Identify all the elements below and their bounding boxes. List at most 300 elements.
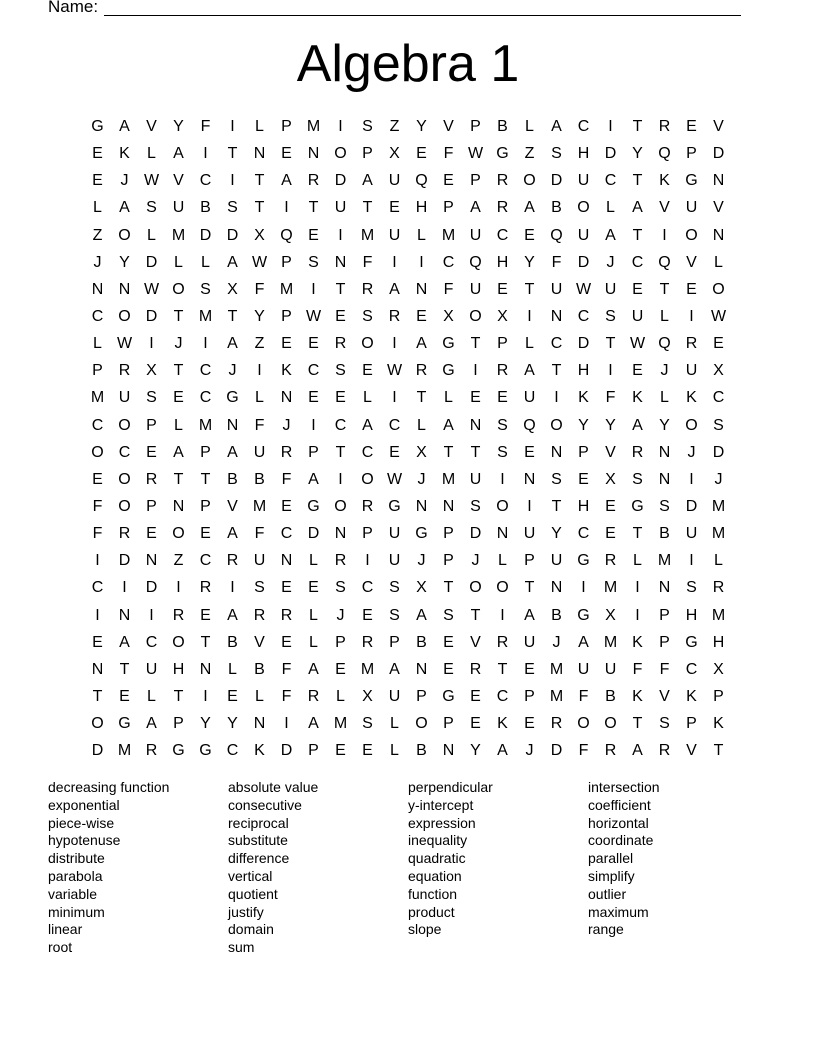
grid-letter[interactable]: C	[577, 307, 590, 325]
grid-letter[interactable]: C	[91, 579, 104, 597]
grid-letter[interactable]: N	[658, 470, 671, 488]
grid-letter[interactable]: A	[308, 470, 319, 488]
grid-letter[interactable]: E	[92, 470, 103, 488]
grid-letter[interactable]: W	[251, 253, 268, 271]
grid-letter[interactable]: D	[685, 497, 698, 515]
grid-letter[interactable]: I	[581, 579, 586, 597]
grid-letter[interactable]: P	[443, 199, 454, 217]
grid-letter[interactable]: C	[361, 443, 374, 461]
grid-letter[interactable]: C	[91, 416, 104, 434]
grid-letter[interactable]: E	[686, 280, 697, 298]
grid-letter[interactable]: R	[172, 606, 185, 624]
grid-letter[interactable]: L	[309, 633, 318, 651]
grid-letter[interactable]: A	[173, 443, 184, 461]
grid-letter[interactable]: J	[552, 633, 561, 651]
grid-letter[interactable]: E	[173, 389, 184, 407]
grid-letter[interactable]: I	[365, 552, 370, 570]
grid-letter[interactable]: J	[336, 606, 345, 624]
grid-letter[interactable]: K	[632, 633, 643, 651]
grid-letter[interactable]: J	[417, 470, 426, 488]
grid-letter[interactable]: P	[200, 497, 211, 515]
grid-letter[interactable]: E	[524, 660, 535, 678]
grid-letter[interactable]: T	[632, 118, 643, 135]
grid-letter[interactable]: G	[442, 335, 455, 353]
grid-letter[interactable]: S	[605, 307, 616, 325]
grid-letter[interactable]: R	[145, 742, 158, 760]
grid-letter[interactable]: L	[390, 715, 399, 733]
grid-letter[interactable]: O	[361, 470, 374, 488]
grid-letter[interactable]: N	[253, 145, 266, 163]
grid-letter[interactable]: N	[658, 443, 671, 461]
grid-letter[interactable]: T	[416, 389, 427, 407]
grid-letter[interactable]: I	[392, 253, 397, 271]
grid-letter[interactable]: Y	[578, 416, 589, 434]
grid-letter[interactable]: V	[659, 199, 670, 217]
grid-letter[interactable]: Z	[254, 335, 265, 353]
grid-letter[interactable]: Q	[523, 416, 536, 434]
grid-letter[interactable]: T	[659, 280, 670, 298]
grid-letter[interactable]: W	[143, 172, 160, 190]
grid-letter[interactable]: K	[254, 742, 265, 760]
grid-letter[interactable]: M	[711, 525, 726, 543]
grid-letter[interactable]: N	[199, 660, 212, 678]
grid-letter[interactable]: R	[496, 362, 509, 380]
grid-letter[interactable]: B	[227, 633, 238, 651]
grid-letter[interactable]: R	[631, 443, 644, 461]
grid-letter[interactable]: A	[416, 606, 427, 624]
grid-letter[interactable]: I	[608, 118, 613, 135]
grid-letter[interactable]: W	[386, 362, 403, 380]
grid-letter[interactable]: V	[470, 633, 481, 651]
grid-letter[interactable]: I	[473, 362, 478, 380]
grid-letter[interactable]: M	[360, 226, 375, 244]
grid-letter[interactable]: T	[200, 633, 211, 651]
grid-letter[interactable]: A	[497, 742, 508, 760]
grid-letter[interactable]: M	[333, 715, 348, 733]
grid-letter[interactable]: Y	[254, 307, 265, 325]
grid-letter[interactable]: Y	[200, 715, 211, 733]
grid-letter[interactable]: A	[470, 199, 481, 217]
grid-letter[interactable]: E	[389, 199, 400, 217]
grid-letter[interactable]: O	[604, 715, 617, 733]
grid-letter[interactable]: H	[712, 633, 725, 651]
grid-letter[interactable]: M	[441, 470, 456, 488]
grid-letter[interactable]: E	[200, 525, 211, 543]
grid-letter[interactable]: Z	[389, 118, 400, 135]
grid-letter[interactable]: R	[685, 335, 698, 353]
grid-letter[interactable]: V	[443, 118, 454, 135]
grid-letter[interactable]: I	[230, 172, 235, 190]
grid-letter[interactable]: D	[307, 525, 320, 543]
grid-letter[interactable]: O	[685, 416, 698, 434]
grid-letter[interactable]: F	[254, 416, 265, 434]
grid-letter[interactable]: F	[281, 470, 292, 488]
grid-letter[interactable]: E	[470, 389, 481, 407]
grid-letter[interactable]: I	[176, 579, 181, 597]
grid-letter[interactable]: N	[523, 470, 536, 488]
grid-letter[interactable]: T	[443, 579, 454, 597]
grid-letter[interactable]: T	[227, 307, 238, 325]
grid-letter[interactable]: T	[524, 280, 535, 298]
grid-letter[interactable]: E	[308, 579, 319, 597]
grid-letter[interactable]: F	[92, 497, 103, 515]
grid-letter[interactable]: N	[658, 579, 671, 597]
grid-letter[interactable]: X	[146, 362, 157, 380]
grid-letter[interactable]: F	[200, 118, 211, 135]
grid-letter[interactable]: O	[496, 497, 509, 515]
grid-letter[interactable]: N	[172, 497, 185, 515]
grid-letter[interactable]: F	[551, 253, 562, 271]
grid-letter[interactable]: K	[578, 389, 589, 407]
grid-letter[interactable]: L	[93, 199, 102, 217]
grid-letter[interactable]: U	[388, 687, 401, 705]
grid-letter[interactable]: Z	[524, 145, 535, 163]
grid-letter[interactable]: A	[524, 199, 535, 217]
grid-letter[interactable]: T	[173, 362, 184, 380]
grid-letter[interactable]: D	[712, 443, 725, 461]
grid-letter[interactable]: E	[497, 280, 508, 298]
grid-letter[interactable]: N	[118, 606, 131, 624]
grid-letter[interactable]: L	[660, 389, 669, 407]
grid-letter[interactable]: C	[361, 579, 374, 597]
grid-letter[interactable]: A	[119, 199, 130, 217]
grid-letter[interactable]: L	[255, 118, 264, 135]
grid-letter[interactable]: I	[338, 226, 343, 244]
grid-letter[interactable]: R	[496, 199, 509, 217]
grid-letter[interactable]: U	[523, 389, 536, 407]
grid-letter[interactable]: W	[629, 335, 646, 353]
grid-letter[interactable]: S	[335, 579, 346, 597]
grid-letter[interactable]: P	[443, 525, 454, 543]
grid-letter[interactable]: T	[92, 687, 103, 705]
grid-letter[interactable]: I	[203, 687, 208, 705]
grid-letter[interactable]: E	[92, 633, 103, 651]
grid-letter[interactable]: S	[632, 470, 643, 488]
grid-letter[interactable]: Y	[605, 416, 616, 434]
grid-letter[interactable]: I	[257, 362, 262, 380]
grid-letter[interactable]: A	[308, 660, 319, 678]
grid-letter[interactable]: E	[713, 335, 724, 353]
grid-letter[interactable]: S	[713, 416, 724, 434]
grid-letter[interactable]: J	[471, 552, 480, 570]
grid-letter[interactable]: V	[686, 253, 697, 271]
grid-letter[interactable]: R	[469, 660, 482, 678]
grid-letter[interactable]: T	[173, 307, 184, 325]
grid-letter[interactable]: F	[443, 280, 454, 298]
grid-letter[interactable]: E	[443, 172, 454, 190]
grid-letter[interactable]: A	[551, 118, 562, 135]
grid-letter[interactable]: G	[388, 497, 401, 515]
grid-letter[interactable]: F	[254, 525, 265, 543]
grid-letter[interactable]: K	[281, 362, 292, 380]
grid-letter[interactable]: U	[118, 389, 131, 407]
grid-letter[interactable]: E	[524, 226, 535, 244]
grid-letter[interactable]: L	[255, 389, 264, 407]
grid-letter[interactable]: N	[469, 416, 482, 434]
grid-letter[interactable]: E	[281, 335, 292, 353]
grid-letter[interactable]: Q	[415, 172, 428, 190]
grid-letter[interactable]: D	[604, 145, 617, 163]
grid-letter[interactable]: O	[469, 579, 482, 597]
grid-letter[interactable]: T	[470, 443, 481, 461]
grid-letter[interactable]: G	[442, 687, 455, 705]
grid-letter[interactable]: C	[226, 742, 239, 760]
grid-letter[interactable]: K	[686, 389, 697, 407]
grid-letter[interactable]: I	[311, 416, 316, 434]
grid-letter[interactable]: G	[685, 633, 698, 651]
grid-letter[interactable]: O	[118, 497, 131, 515]
grid-letter[interactable]: T	[173, 687, 184, 705]
grid-letter[interactable]: D	[550, 742, 563, 760]
grid-letter[interactable]: B	[551, 606, 562, 624]
grid-letter[interactable]: A	[389, 660, 400, 678]
grid-letter[interactable]: P	[146, 497, 157, 515]
grid-letter[interactable]: L	[606, 199, 615, 217]
grid-letter[interactable]: M	[198, 307, 213, 325]
grid-letter[interactable]: K	[632, 687, 643, 705]
grid-letter[interactable]: A	[524, 606, 535, 624]
grid-letter[interactable]: S	[146, 389, 157, 407]
grid-letter[interactable]: E	[497, 389, 508, 407]
grid-letter[interactable]: U	[253, 552, 266, 570]
grid-letter[interactable]: C	[442, 253, 455, 271]
grid-letter[interactable]: C	[577, 525, 590, 543]
grid-letter[interactable]: F	[605, 389, 616, 407]
grid-letter[interactable]: C	[604, 172, 617, 190]
grid-letter[interactable]: N	[280, 389, 293, 407]
grid-letter[interactable]: N	[415, 280, 428, 298]
grid-letter[interactable]: B	[254, 470, 265, 488]
grid-letter[interactable]: I	[284, 199, 289, 217]
grid-letter[interactable]: N	[145, 552, 158, 570]
grid-letter[interactable]: P	[497, 335, 508, 353]
grid-letter[interactable]: W	[575, 280, 592, 298]
grid-letter[interactable]: V	[686, 742, 697, 760]
grid-letter[interactable]: E	[281, 145, 292, 163]
grid-letter[interactable]: H	[685, 606, 698, 624]
grid-letter[interactable]: R	[550, 715, 563, 733]
grid-letter[interactable]: M	[549, 660, 564, 678]
grid-letter[interactable]: M	[711, 497, 726, 515]
grid-letter[interactable]: O	[361, 335, 374, 353]
grid-letter[interactable]: V	[605, 443, 616, 461]
grid-letter[interactable]: O	[496, 579, 509, 597]
grid-letter[interactable]: L	[147, 145, 156, 163]
grid-letter[interactable]: M	[603, 633, 618, 651]
grid-letter[interactable]: Q	[280, 226, 293, 244]
grid-letter[interactable]: F	[254, 280, 265, 298]
grid-letter[interactable]: G	[118, 715, 131, 733]
grid-letter[interactable]: T	[443, 443, 454, 461]
grid-letter[interactable]: E	[335, 307, 346, 325]
grid-letter[interactable]: I	[311, 280, 316, 298]
grid-letter[interactable]: H	[577, 145, 590, 163]
grid-letter[interactable]: P	[443, 552, 454, 570]
grid-letter[interactable]: L	[147, 687, 156, 705]
grid-letter[interactable]: D	[118, 552, 131, 570]
grid-letter[interactable]: T	[605, 335, 616, 353]
grid-letter[interactable]: I	[284, 715, 289, 733]
grid-letter[interactable]: A	[443, 416, 454, 434]
grid-letter[interactable]: V	[173, 172, 184, 190]
grid-letter[interactable]: U	[388, 525, 401, 543]
grid-letter[interactable]: E	[227, 687, 238, 705]
grid-letter[interactable]: P	[389, 633, 400, 651]
grid-letter[interactable]: I	[149, 335, 154, 353]
grid-letter[interactable]: M	[117, 742, 132, 760]
grid-letter[interactable]: E	[308, 335, 319, 353]
grid-letter[interactable]: N	[496, 525, 509, 543]
grid-letter[interactable]: S	[659, 715, 670, 733]
grid-letter[interactable]: X	[713, 660, 724, 678]
grid-letter[interactable]: U	[685, 199, 698, 217]
grid-letter[interactable]: R	[334, 335, 347, 353]
grid-letter[interactable]: P	[470, 172, 481, 190]
grid-letter[interactable]: K	[713, 715, 724, 733]
grid-letter[interactable]: O	[172, 633, 185, 651]
grid-letter[interactable]: S	[146, 199, 157, 217]
grid-letter[interactable]: Y	[227, 715, 238, 733]
grid-letter[interactable]: N	[334, 253, 347, 271]
grid-letter[interactable]: H	[577, 362, 590, 380]
grid-letter[interactable]: U	[631, 307, 644, 325]
grid-letter[interactable]: U	[550, 280, 563, 298]
grid-letter[interactable]: O	[577, 715, 590, 733]
grid-letter[interactable]: N	[712, 172, 725, 190]
grid-letter[interactable]: T	[551, 362, 562, 380]
grid-letter[interactable]: M	[360, 660, 375, 678]
grid-letter[interactable]: V	[254, 633, 265, 651]
grid-letter[interactable]: E	[605, 525, 616, 543]
grid-letter[interactable]: X	[227, 280, 238, 298]
grid-letter[interactable]: N	[442, 497, 455, 515]
grid-letter[interactable]: N	[91, 280, 104, 298]
grid-letter[interactable]: B	[416, 742, 427, 760]
grid-letter[interactable]: X	[605, 606, 616, 624]
grid-letter[interactable]: C	[199, 172, 212, 190]
grid-letter[interactable]: I	[149, 606, 154, 624]
grid-letter[interactable]: U	[469, 470, 482, 488]
grid-letter[interactable]: A	[578, 633, 589, 651]
grid-letter[interactable]: E	[416, 145, 427, 163]
grid-letter[interactable]: P	[308, 742, 319, 760]
grid-letter[interactable]: X	[713, 362, 724, 380]
grid-letter[interactable]: J	[606, 253, 615, 271]
grid-letter[interactable]: R	[604, 552, 617, 570]
grid-letter[interactable]: U	[145, 660, 158, 678]
grid-letter[interactable]: U	[550, 552, 563, 570]
grid-letter[interactable]: U	[577, 226, 590, 244]
grid-letter[interactable]: P	[686, 145, 697, 163]
grid-letter[interactable]: R	[280, 606, 293, 624]
grid-letter[interactable]: G	[91, 118, 104, 135]
grid-letter[interactable]: V	[713, 118, 724, 135]
grid-letter[interactable]: R	[280, 443, 293, 461]
grid-letter[interactable]: D	[712, 145, 725, 163]
grid-letter[interactable]: J	[417, 552, 426, 570]
grid-letter[interactable]: C	[712, 389, 725, 407]
grid-letter[interactable]: O	[118, 226, 131, 244]
grid-letter[interactable]: L	[498, 552, 507, 570]
grid-letter[interactable]: R	[658, 118, 671, 135]
grid-letter[interactable]: L	[93, 335, 102, 353]
grid-letter[interactable]: M	[711, 606, 726, 624]
grid-letter[interactable]: Y	[632, 145, 643, 163]
grid-letter[interactable]: R	[361, 497, 374, 515]
grid-letter[interactable]: D	[577, 335, 590, 353]
grid-letter[interactable]: S	[497, 443, 508, 461]
grid-letter[interactable]: N	[91, 660, 104, 678]
grid-letter[interactable]: G	[307, 497, 320, 515]
grid-letter[interactable]: O	[334, 145, 347, 163]
grid-letter[interactable]: C	[388, 416, 401, 434]
grid-letter[interactable]: L	[525, 335, 534, 353]
grid-letter[interactable]: T	[632, 226, 643, 244]
grid-letter[interactable]: V	[227, 497, 238, 515]
grid-letter[interactable]: I	[230, 579, 235, 597]
grid-letter[interactable]: I	[635, 579, 640, 597]
grid-letter[interactable]: W	[305, 307, 322, 325]
grid-letter[interactable]: I	[689, 470, 694, 488]
grid-letter[interactable]: O	[172, 525, 185, 543]
grid-letter[interactable]: L	[147, 226, 156, 244]
grid-letter[interactable]: A	[227, 525, 238, 543]
grid-letter[interactable]: G	[631, 497, 644, 515]
grid-letter[interactable]: M	[90, 389, 105, 407]
grid-letter[interactable]: L	[255, 687, 264, 705]
grid-letter[interactable]: F	[92, 525, 103, 543]
grid-letter[interactable]: E	[146, 525, 157, 543]
grid-letter[interactable]: S	[389, 579, 400, 597]
grid-letter[interactable]: G	[685, 172, 698, 190]
grid-letter[interactable]: U	[685, 525, 698, 543]
grid-letter[interactable]: Q	[658, 145, 671, 163]
grid-letter[interactable]: R	[712, 579, 725, 597]
grid-letter[interactable]: O	[91, 443, 104, 461]
grid-letter[interactable]: T	[335, 280, 346, 298]
grid-letter[interactable]: A	[362, 172, 373, 190]
grid-letter[interactable]: O	[523, 172, 536, 190]
grid-letter[interactable]: Q	[550, 226, 563, 244]
grid-letter[interactable]: G	[442, 362, 455, 380]
grid-letter[interactable]: E	[92, 145, 103, 163]
grid-letter[interactable]: P	[281, 253, 292, 271]
grid-letter[interactable]: E	[362, 362, 373, 380]
grid-letter[interactable]: J	[228, 362, 237, 380]
grid-letter[interactable]: U	[172, 199, 185, 217]
grid-letter[interactable]: Y	[416, 118, 427, 135]
grid-letter[interactable]: H	[415, 199, 428, 217]
grid-letter[interactable]: J	[282, 416, 291, 434]
grid-letter[interactable]: E	[443, 633, 454, 651]
grid-letter[interactable]: F	[632, 660, 643, 678]
grid-letter[interactable]: K	[119, 145, 130, 163]
grid-letter[interactable]: O	[118, 307, 131, 325]
grid-letter[interactable]: B	[200, 199, 211, 217]
grid-letter[interactable]: P	[524, 687, 535, 705]
grid-letter[interactable]: U	[388, 552, 401, 570]
grid-letter[interactable]: B	[254, 660, 265, 678]
grid-letter[interactable]: U	[388, 172, 401, 190]
grid-letter[interactable]: D	[577, 253, 590, 271]
grid-letter[interactable]: R	[118, 362, 131, 380]
grid-letter[interactable]: O	[469, 307, 482, 325]
grid-letter[interactable]: E	[470, 715, 481, 733]
grid-letter[interactable]: F	[281, 687, 292, 705]
grid-letter[interactable]: T	[713, 742, 724, 760]
grid-letter[interactable]: E	[92, 172, 103, 190]
grid-letter[interactable]: F	[281, 660, 292, 678]
